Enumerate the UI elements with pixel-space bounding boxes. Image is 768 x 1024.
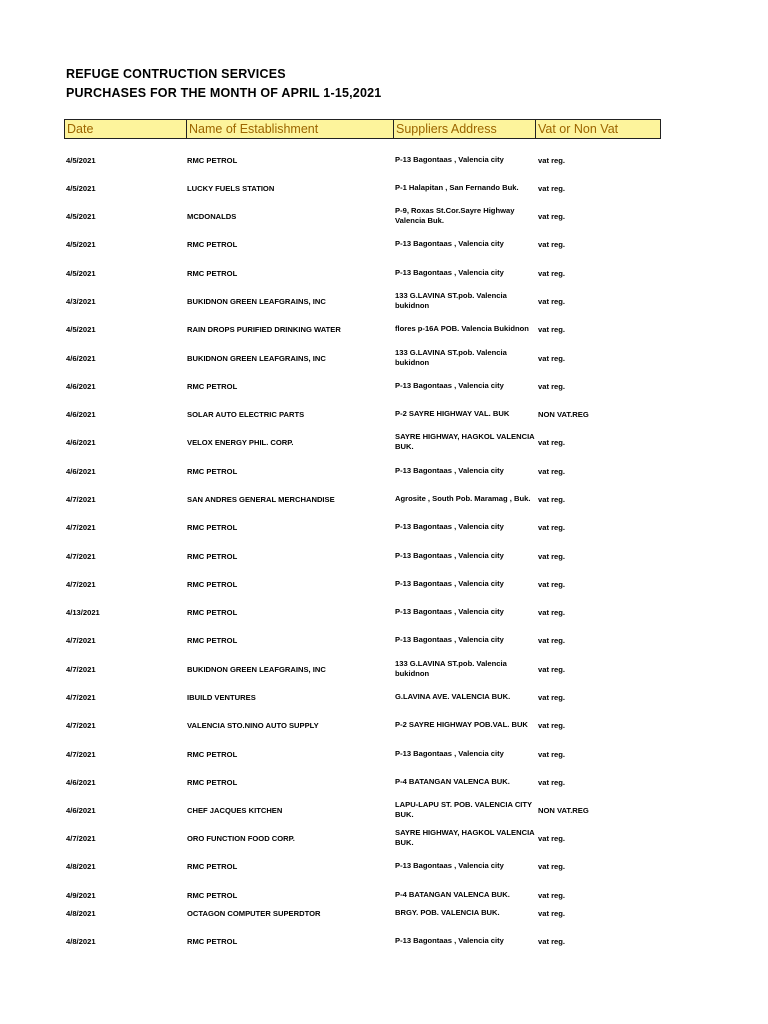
establishment-cell: RMC PETROL xyxy=(187,381,238,391)
vat-status-cell: vat reg. xyxy=(538,551,566,561)
address-cell: LAPU-LAPU ST. POB. VALENCIA CITY BUK. xyxy=(395,800,532,819)
table-row xyxy=(66,429,661,455)
table-row xyxy=(66,928,661,954)
table-row xyxy=(66,656,661,682)
table-row xyxy=(66,458,661,484)
column-header-date: Date xyxy=(65,120,187,138)
table-row xyxy=(66,231,661,257)
vat-status-cell: NON VAT.REG xyxy=(538,409,589,419)
company-title: REFUGE CONTRUCTION SERVICES xyxy=(66,67,286,81)
table-row xyxy=(66,316,661,342)
address-cell: P-13 Bagontaas , Valencia city xyxy=(395,607,504,616)
vat-status-cell: vat reg. xyxy=(538,861,566,871)
address-cell: Agrosite , South Pob. Maramag , Buk. xyxy=(395,494,531,503)
vat-status-cell: vat reg. xyxy=(538,155,566,165)
column-header-address: Suppliers Address xyxy=(394,120,536,138)
table-row xyxy=(66,203,661,229)
table-row xyxy=(66,797,661,823)
vat-status-cell: vat reg. xyxy=(538,777,566,787)
address-cell: P-13 Bagontaas , Valencia city xyxy=(395,579,504,588)
establishment-cell: SAN ANDRES GENERAL MERCHANDISE xyxy=(187,494,335,504)
table-row xyxy=(66,147,661,173)
establishment-cell: ORO FUNCTION FOOD CORP. xyxy=(187,833,295,843)
establishment-cell: MCDONALDS xyxy=(187,211,237,221)
address-cell: P-13 Bagontaas , Valencia city xyxy=(395,155,504,164)
address-cell: P-13 Bagontaas , Valencia city xyxy=(395,268,504,277)
table-row xyxy=(66,401,661,427)
vat-status-cell: vat reg. xyxy=(538,579,566,589)
table-row xyxy=(66,260,661,286)
vat-status-cell: vat reg. xyxy=(538,607,566,617)
table-row xyxy=(66,627,661,653)
date-cell: 4/6/2021 xyxy=(66,437,96,447)
report-period-title: PURCHASES FOR THE MONTH OF APRIL 1-15,2021 xyxy=(66,86,382,100)
table-header xyxy=(64,119,661,139)
vat-status-cell: vat reg. xyxy=(538,268,566,278)
vat-status-cell: vat reg. xyxy=(538,353,566,363)
vat-status-cell: vat reg. xyxy=(538,239,566,249)
establishment-cell: RMC PETROL xyxy=(187,749,238,759)
date-cell: 4/5/2021 xyxy=(66,183,96,193)
table-row xyxy=(66,486,661,512)
table-row xyxy=(66,900,661,926)
address-cell: flores p-16A POB. Valencia Bukidnon xyxy=(395,324,529,333)
date-cell: 4/7/2021 xyxy=(66,833,96,843)
vat-status-cell: vat reg. xyxy=(538,749,566,759)
establishment-cell: RMC PETROL xyxy=(187,522,238,532)
table-row xyxy=(66,684,661,710)
vat-status-cell: vat reg. xyxy=(538,635,566,645)
date-cell: 4/7/2021 xyxy=(66,664,96,674)
table-row xyxy=(66,825,661,851)
address-cell: 133 G.LAVINA ST.pob. Valencia bukidnon xyxy=(395,659,507,678)
date-cell: 4/5/2021 xyxy=(66,211,96,221)
establishment-cell: LUCKY FUELS STATION xyxy=(187,183,275,193)
table-row xyxy=(66,741,661,767)
address-cell: P-13 Bagontaas , Valencia city xyxy=(395,239,504,248)
date-cell: 4/7/2021 xyxy=(66,494,96,504)
address-cell: P-9, Roxas St.Cor.Sayre Highway Valencia Buk. xyxy=(395,206,515,225)
date-cell: 4/3/2021 xyxy=(66,296,96,306)
address-cell: P-13 Bagontaas , Valencia city xyxy=(395,635,504,644)
address-cell: P-13 Bagontaas , Valencia city xyxy=(395,466,504,475)
establishment-cell: BUKIDNON GREEN LEAFGRAINS, INC xyxy=(187,664,326,674)
date-cell: 4/5/2021 xyxy=(66,268,96,278)
date-cell: 4/5/2021 xyxy=(66,324,96,334)
table-row xyxy=(66,853,661,879)
vat-status-cell: vat reg. xyxy=(538,494,566,504)
address-cell: P-13 Bagontaas , Valencia city xyxy=(395,522,504,531)
vat-status-cell: vat reg. xyxy=(538,183,566,193)
address-cell: P-4 BATANGAN VALENCA BUK. xyxy=(395,890,510,899)
establishment-cell: RMC PETROL xyxy=(187,861,238,871)
address-cell: G.LAVINA AVE. VALENCIA BUK. xyxy=(395,692,511,701)
establishment-cell: VALENCIA STO.NINO AUTO SUPPLY xyxy=(187,720,319,730)
establishment-cell: RMC PETROL xyxy=(187,466,238,476)
column-header-establishment: Name of Establishment xyxy=(187,120,394,138)
date-cell: 4/6/2021 xyxy=(66,353,96,363)
address-cell: 133 G.LAVINA ST.pob. Valencia bukidnon xyxy=(395,291,507,310)
date-cell: 4/13/2021 xyxy=(66,607,100,617)
establishment-cell: RMC PETROL xyxy=(187,777,238,787)
date-cell: 4/7/2021 xyxy=(66,551,96,561)
date-cell: 4/6/2021 xyxy=(66,466,96,476)
establishment-cell: RMC PETROL xyxy=(187,890,238,900)
table-row xyxy=(66,769,661,795)
date-cell: 4/8/2021 xyxy=(66,908,96,918)
establishment-cell: RMC PETROL xyxy=(187,579,238,589)
address-cell: P-13 Bagontaas , Valencia city xyxy=(395,861,504,870)
establishment-cell: OCTAGON COMPUTER SUPERDTOR xyxy=(187,908,321,918)
establishment-cell: RAIN DROPS PURIFIED DRINKING WATER xyxy=(187,324,341,334)
column-header-vat: Vat or Non Vat xyxy=(538,122,619,136)
vat-status-cell: vat reg. xyxy=(538,936,566,946)
address-cell: P-2 SAYRE HIGHWAY POB.VAL. BUK xyxy=(395,720,528,729)
table-row xyxy=(66,345,661,371)
vat-status-cell: vat reg. xyxy=(538,833,566,843)
vat-status-cell: vat reg. xyxy=(538,324,566,334)
date-cell: 4/6/2021 xyxy=(66,381,96,391)
vat-status-cell: vat reg. xyxy=(538,720,566,730)
establishment-cell: RMC PETROL xyxy=(187,155,238,165)
address-cell: P-13 Bagontaas , Valencia city xyxy=(395,381,504,390)
address-cell: P-1 Halapitan , San Fernando Buk. xyxy=(395,183,519,192)
establishment-cell: RMC PETROL xyxy=(187,239,238,249)
vat-status-cell: vat reg. xyxy=(538,296,566,306)
establishment-cell: RMC PETROL xyxy=(187,635,238,645)
address-cell: 133 G.LAVINA ST.pob. Valencia bukidnon xyxy=(395,348,507,367)
date-cell: 4/8/2021 xyxy=(66,861,96,871)
date-cell: 4/6/2021 xyxy=(66,777,96,787)
vat-status-cell: vat reg. xyxy=(538,211,566,221)
address-cell: P-13 Bagontaas , Valencia city xyxy=(395,749,504,758)
date-cell: 4/7/2021 xyxy=(66,692,96,702)
date-cell: 4/7/2021 xyxy=(66,720,96,730)
address-cell: P-13 Bagontaas , Valencia city xyxy=(395,936,504,945)
date-cell: 4/6/2021 xyxy=(66,805,96,815)
date-cell: 4/6/2021 xyxy=(66,409,96,419)
table-row xyxy=(66,373,661,399)
vat-status-cell: vat reg. xyxy=(538,664,566,674)
table-row xyxy=(66,571,661,597)
vat-status-cell: vat reg. xyxy=(538,466,566,476)
address-cell: SAYRE HIGHWAY, HAGKOL VALENCIA BUK. xyxy=(395,432,535,451)
table-row xyxy=(66,599,661,625)
establishment-cell: IBUILD VENTURES xyxy=(187,692,256,702)
vat-status-cell: vat reg. xyxy=(538,381,566,391)
establishment-cell: RMC PETROL xyxy=(187,551,238,561)
date-cell: 4/7/2021 xyxy=(66,522,96,532)
address-cell: P-2 SAYRE HIGHWAY VAL. BUK xyxy=(395,409,510,418)
date-cell: 4/7/2021 xyxy=(66,579,96,589)
establishment-cell: CHEF JACQUES KITCHEN xyxy=(187,805,283,815)
establishment-cell: RMC PETROL xyxy=(187,607,238,617)
vat-status-cell: vat reg. xyxy=(538,692,566,702)
establishment-cell: SOLAR AUTO ELECTRIC PARTS xyxy=(187,409,305,419)
vat-status-cell: vat reg. xyxy=(538,522,566,532)
vat-status-cell: vat reg. xyxy=(538,437,566,447)
establishment-cell: VELOX ENERGY PHIL. CORP. xyxy=(187,437,294,447)
table-row xyxy=(66,712,661,738)
date-cell: 4/9/2021 xyxy=(66,890,96,900)
table-row xyxy=(66,543,661,569)
address-cell: BRGY. POB. VALENCIA BUK. xyxy=(395,908,500,917)
table-row xyxy=(66,288,661,314)
date-cell: 4/8/2021 xyxy=(66,936,96,946)
table-row xyxy=(66,514,661,540)
address-cell: SAYRE HIGHWAY, HAGKOL VALENCIA BUK. xyxy=(395,828,535,847)
date-cell: 4/7/2021 xyxy=(66,749,96,759)
date-cell: 4/5/2021 xyxy=(66,239,96,249)
date-cell: 4/5/2021 xyxy=(66,155,96,165)
vat-status-cell: NON VAT.REG xyxy=(538,805,589,815)
establishment-cell: RMC PETROL xyxy=(187,268,238,278)
establishment-cell: BUKIDNON GREEN LEAFGRAINS, INC xyxy=(187,296,326,306)
address-cell: P-13 Bagontaas , Valencia city xyxy=(395,551,504,560)
date-cell: 4/7/2021 xyxy=(66,635,96,645)
table-row xyxy=(66,175,661,201)
establishment-cell: RMC PETROL xyxy=(187,936,238,946)
establishment-cell: BUKIDNON GREEN LEAFGRAINS, INC xyxy=(187,353,326,363)
address-cell: P-4 BATANGAN VALENCA BUK. xyxy=(395,777,510,786)
vat-status-cell: vat reg. xyxy=(538,908,566,918)
vat-status-cell: vat reg. xyxy=(538,890,566,900)
